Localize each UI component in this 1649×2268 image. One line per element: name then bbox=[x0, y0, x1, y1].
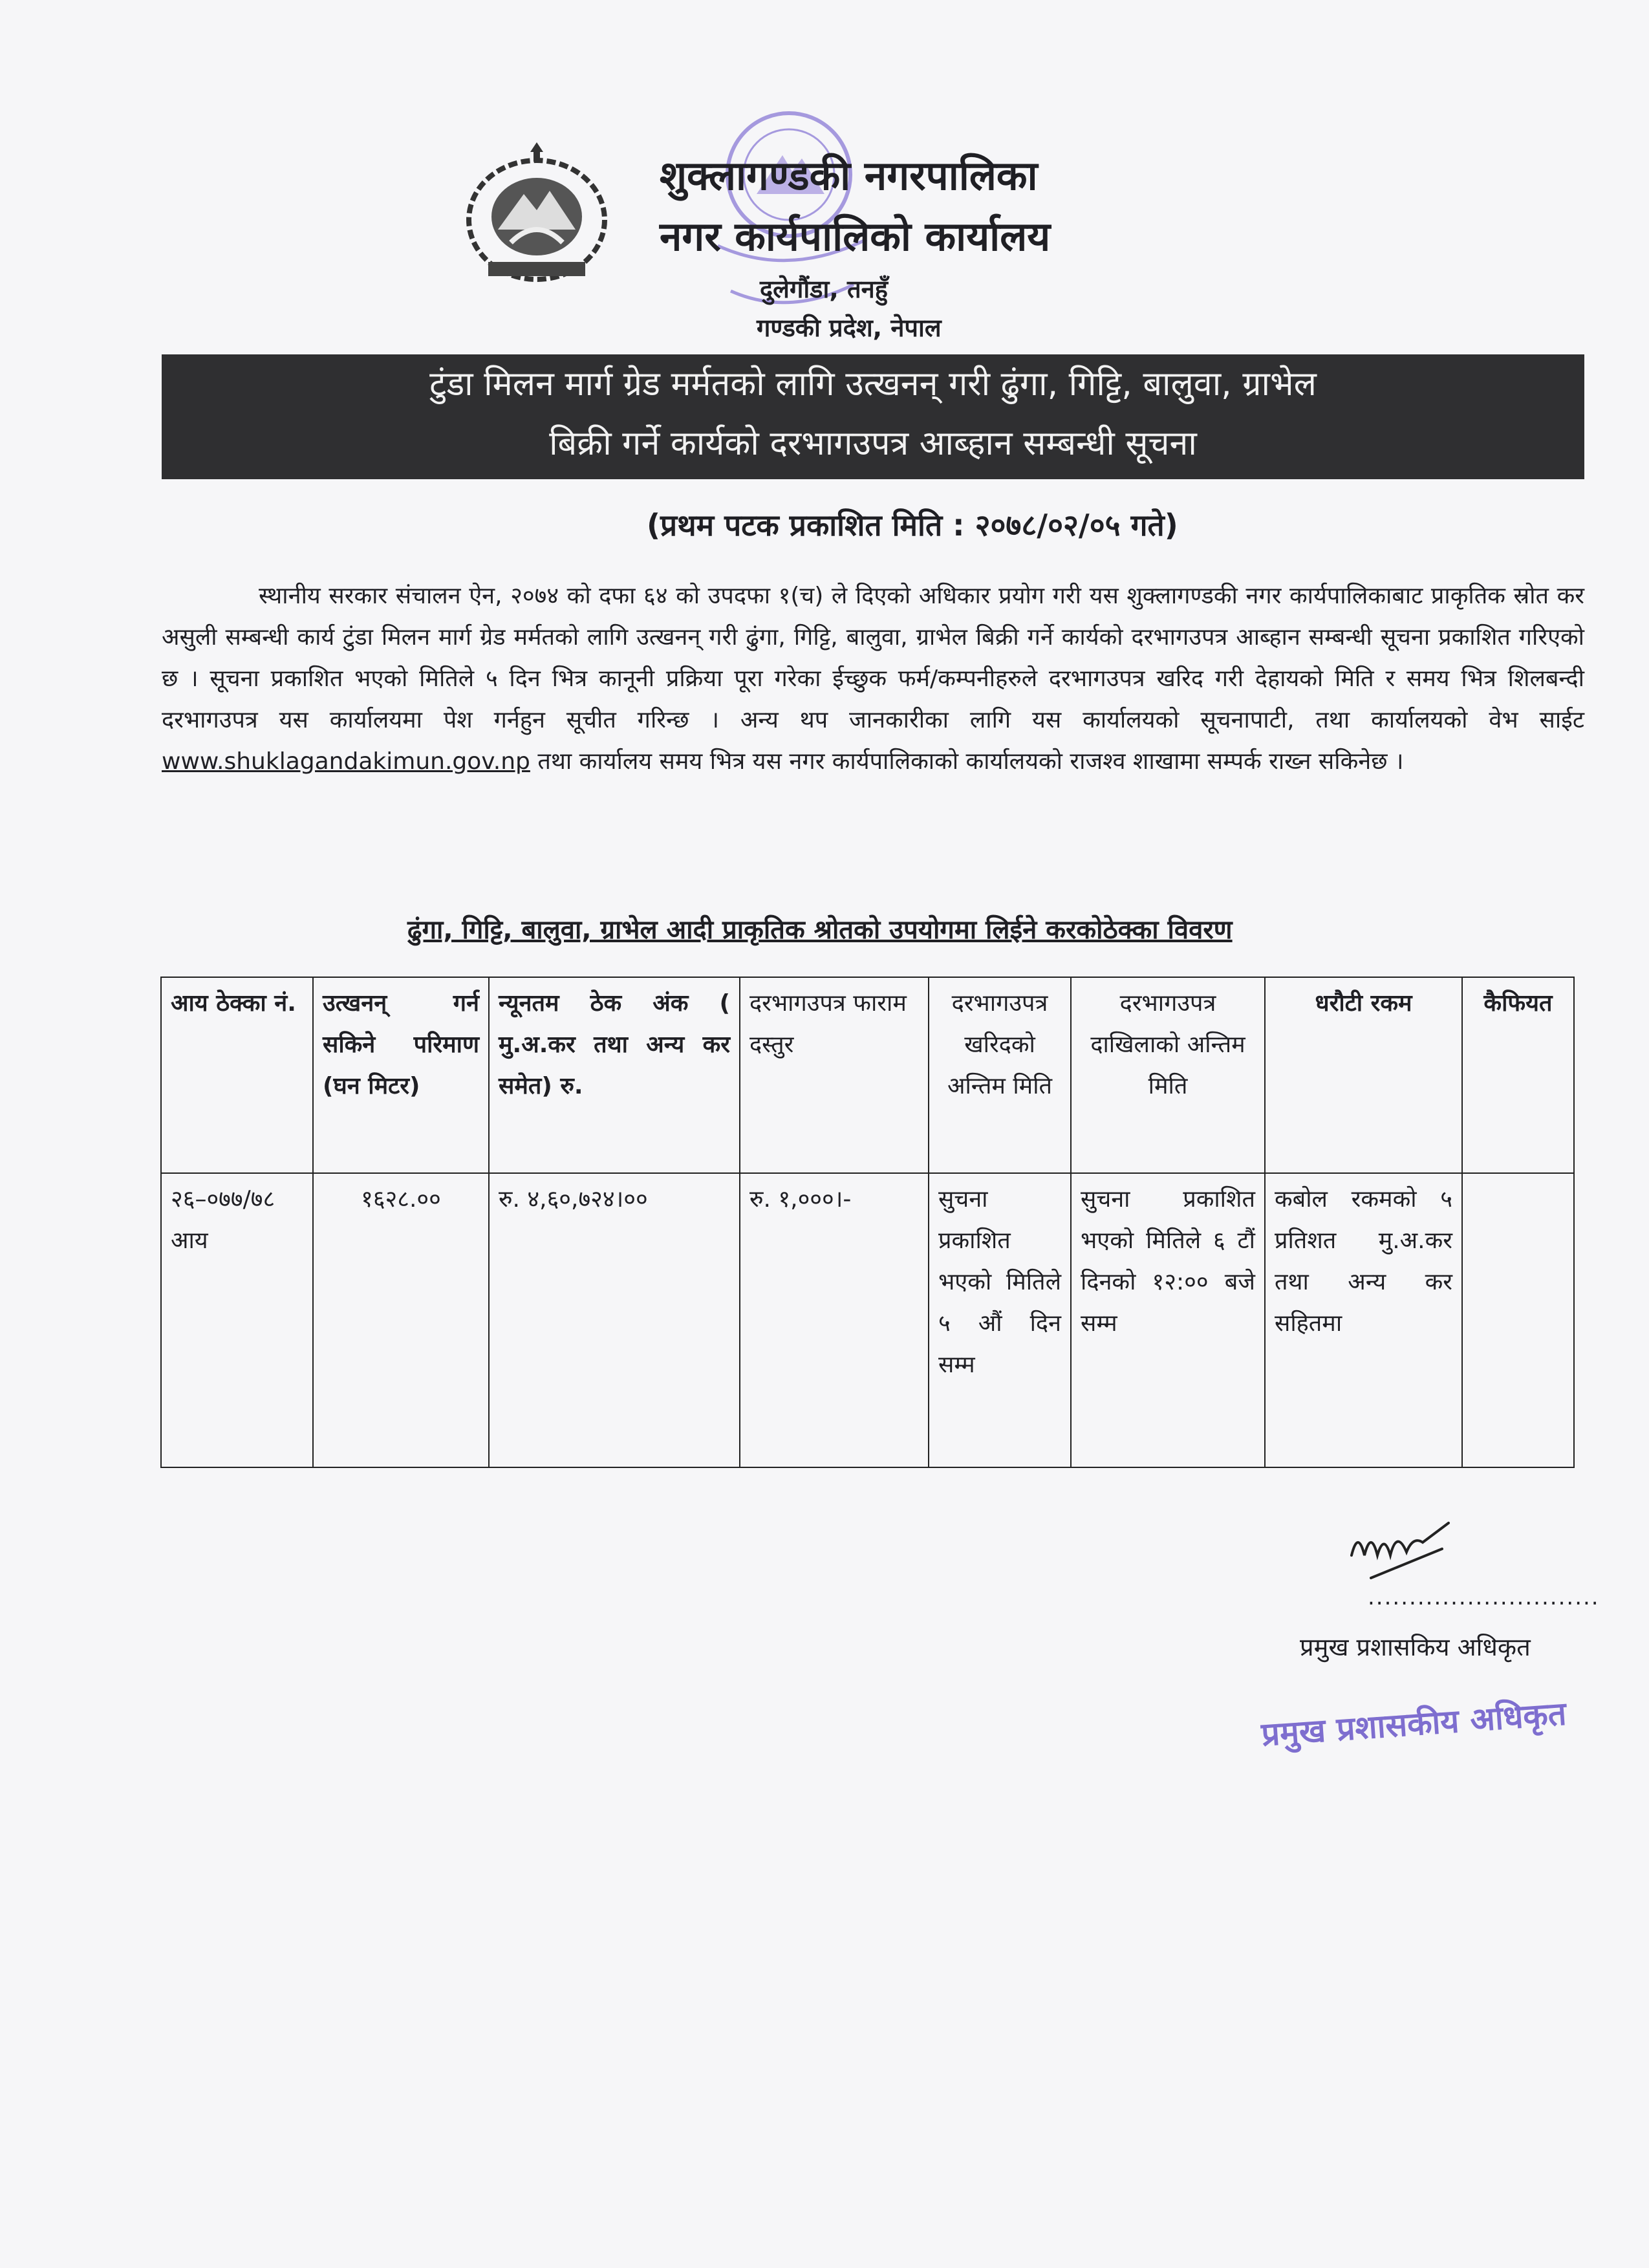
table-heading: ढुंगा, गिट्टि, बालुवा, ग्राभेल आदी प्राकृतिक श्रोतको उपयोगमा लिईने करकोठेक्का विवरण bbox=[407, 915, 1233, 945]
header-purchase-deadline: दरभागउपत्र खरिदको अन्तिम मिति bbox=[929, 977, 1071, 1173]
contract-table bbox=[160, 977, 1575, 1468]
designation-stamp: प्रमुख प्रशासकीय अधिकृत bbox=[1260, 1694, 1568, 1754]
cell-deposit: कबोल रकमको ५ प्रतिशत मु.अ.कर तथा अन्य कर सहितमा bbox=[1265, 1173, 1462, 1467]
notice-text-before-link: स्थानीय सरकार संचालन ऐन, २०७४ को दफा ६४ को उपदफा १(च) ले दिएको अधिकार प्रयोग गरी यस शुक्लागण्डकी नगर कार्यपालिकाबाट प्राकृतिक स्रोत कर असुली सम्बन्धी कार्य टुंडा मिलन मार्ग ग्रेड मर्मतको लागि उत्खनन् गरी ढुंगा, गिट्टि, बालुवा, ग्राभेल बिक्री गर्ने कार्यको दरभागउपत्र आब्हान सम्बन्धी सूचना प्रकाशित गरिएको छ । सूचना प्रकाशित भएको मितिले ५ दिन भित्र कानूनी प्रक्रिया पूरा गरेका ईच्छुक फर्म/कम्पनीहरुले दरभागउपत्र खरिद गरी देहायको मिति र समय भित्र शिलबन्दी दरभागउपत्र यस कार्यालयमा पेश गर्नहुन सूचीत गरिन्छ । अन्य थप जानकारीका लागि यस कार्यालयको सूचनापाटी, तथा कार्यालयको वेभ साईट bbox=[162, 583, 1584, 733]
header-contract-no: आय ठेक्का नं. bbox=[161, 977, 313, 1173]
website-link[interactable]: www.shuklagandakimun.gov.np bbox=[162, 748, 530, 775]
cell-minimum-amount: रु. ४,६०,७२४।०० bbox=[489, 1173, 740, 1467]
signature-line: ............................ bbox=[1368, 1584, 1600, 1610]
cell-purchase-deadline: सुचना प्रकाशित भएको मितिले ५ औं दिन सम्म bbox=[929, 1173, 1071, 1467]
header-deposit: धरौटी रकम bbox=[1265, 977, 1462, 1173]
address-line-2: गण्डकी प्रदेश, नेपाल bbox=[757, 314, 942, 342]
header-quantity: उत्खनन् गर्न सकिने परिमाण (घन मिटर) bbox=[313, 977, 489, 1173]
signatory-title: प्रमुख प्रशासकिय अधिकृत bbox=[1300, 1633, 1531, 1661]
address-line-1: दुलेगौंडा, तनहुँ bbox=[760, 275, 888, 303]
notice-text-after-link: तथा कार्यालय समय भित्र यस नगर कार्यपालिकाको कार्यालयको राजश्व शाखामा सम्पर्क राख्न सकिनेछ । bbox=[530, 748, 1404, 775]
header-submission-deadline: दरभागउपत्र दाखिलाको अन्तिम मिति bbox=[1071, 977, 1265, 1173]
cell-submission-deadline: सुचना प्रकाशित भएको मितिले ६ टौं दिनको १२:०० बजे सम्म bbox=[1071, 1173, 1265, 1467]
publish-date: (प्रथम पटक प्रकाशित मिति : २०७८/०२/०५ गते) bbox=[647, 508, 1178, 543]
cell-contract-no: २६–०७७/७८ आय bbox=[161, 1173, 313, 1467]
notice-title-banner bbox=[162, 354, 1584, 479]
signature-mark bbox=[1345, 1517, 1461, 1588]
notice-paragraph bbox=[162, 576, 1584, 783]
table-header-row bbox=[161, 977, 1574, 1173]
table-row bbox=[161, 1173, 1574, 1467]
banner-line-1: टुंडा मिलन मार्ग ग्रेड मर्मतको लागि उत्खनन् गरी ढुंगा, गिट्टि, बालुवा, ग्राभेल bbox=[429, 365, 1317, 404]
banner-line-2: बिक्री गर्ने कार्यको दरभागउपत्र आब्हान सम्बन्धी सूचना bbox=[549, 424, 1197, 463]
header-form-fee: दरभागउपत्र फाराम दस्तुर bbox=[740, 977, 929, 1173]
header-minimum-amount: न्यूनतम ठेक अंक ( मु.अ.कर तथा अन्य कर समेत) रु. bbox=[489, 977, 740, 1173]
header-remarks: कैफियत bbox=[1462, 977, 1574, 1173]
cell-form-fee: रु. १,०००।- bbox=[740, 1173, 929, 1467]
cell-remarks bbox=[1462, 1173, 1574, 1467]
cell-quantity: १६२८.०० bbox=[313, 1173, 489, 1467]
org-name: शुक्लागण्डकी नगरपालिका bbox=[660, 152, 1038, 199]
office-name: नगर कार्यपालिको कार्यालय bbox=[660, 213, 1051, 260]
nepal-emblem-icon bbox=[453, 139, 621, 288]
